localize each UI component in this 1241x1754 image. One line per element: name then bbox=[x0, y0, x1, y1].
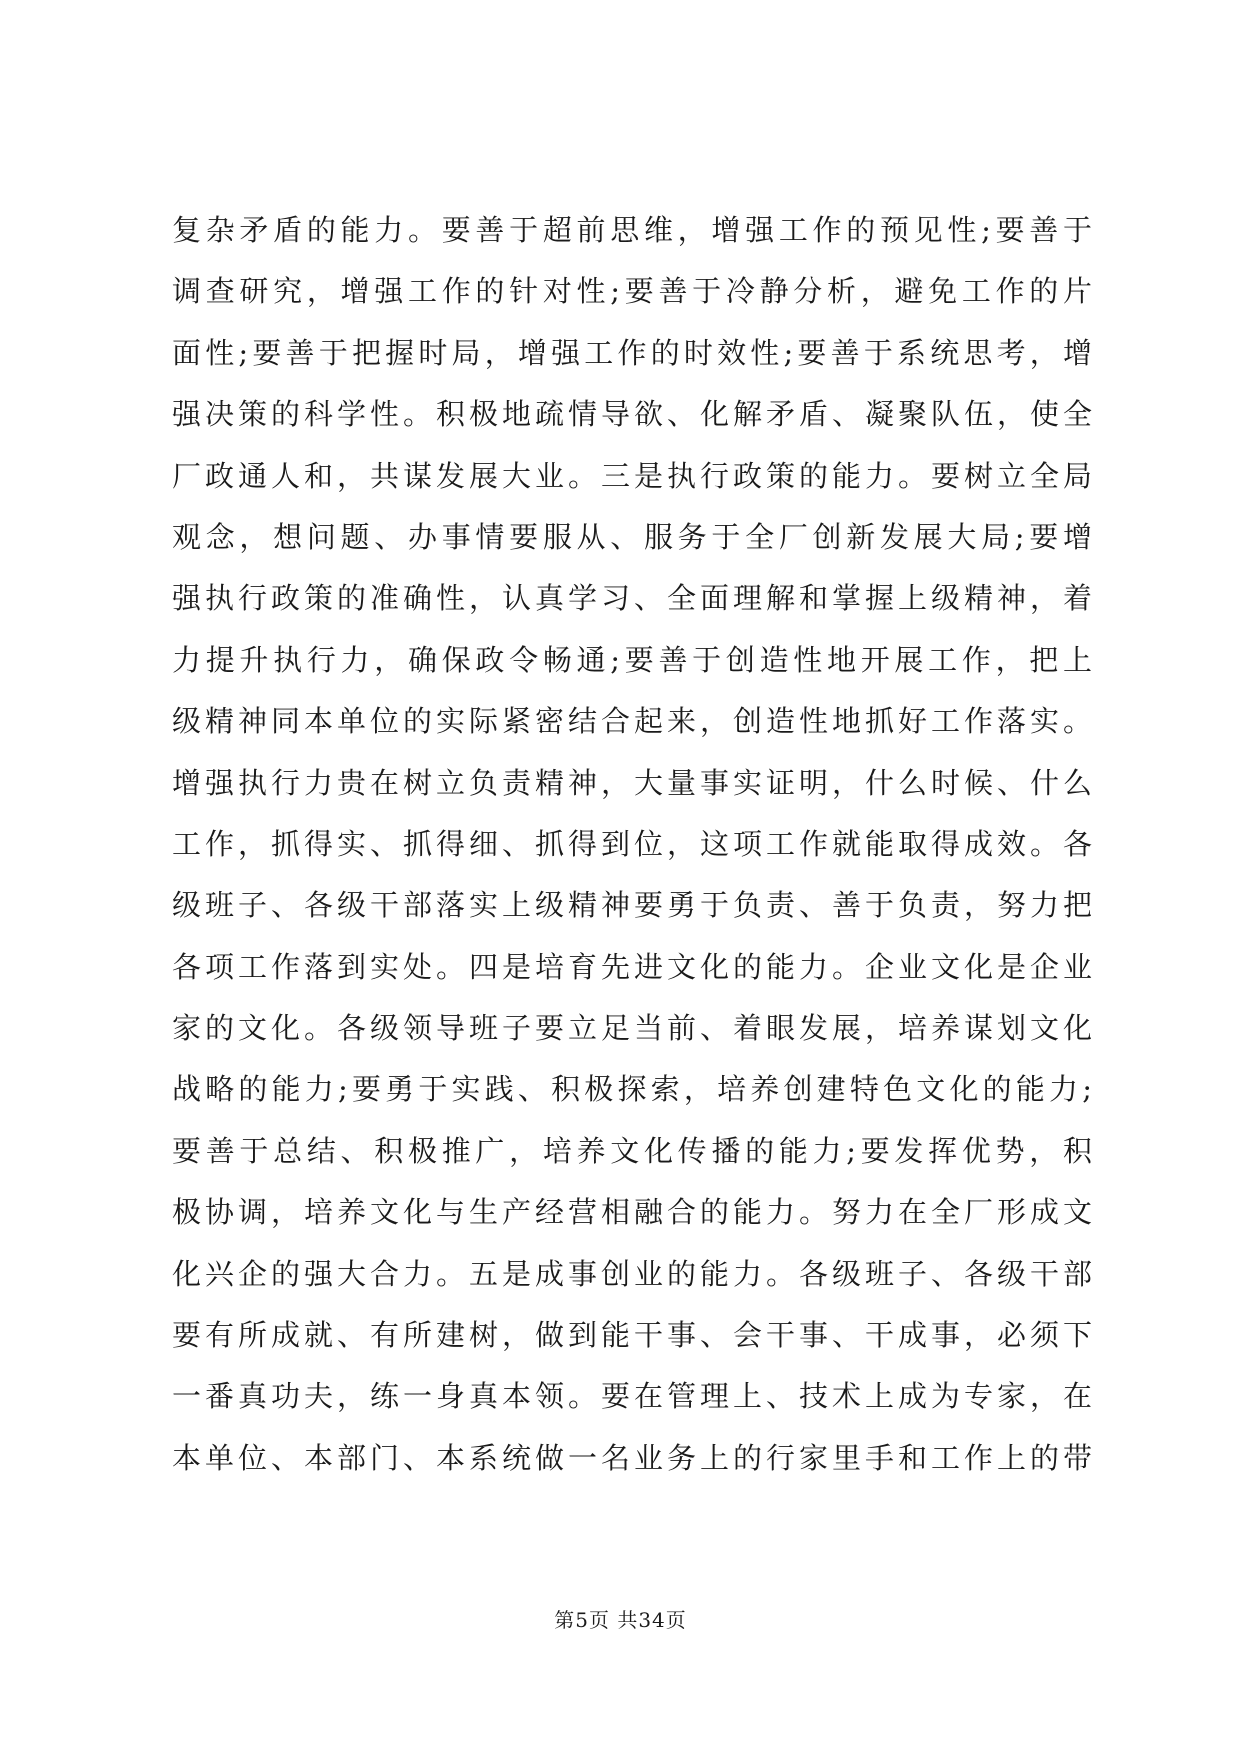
text-line: 观念，想问题、办事情要服从、服务于全厂创新发展大局;要增 bbox=[172, 519, 1092, 554]
text-line: 面性;要善于把握时局，增强工作的时效性;要善于系统思考，增 bbox=[172, 335, 1092, 370]
text-line: 战略的能力;要勇于实践、积极探索，培养创建特色文化的能力; bbox=[172, 1072, 1092, 1107]
text-line: 本单位、本部门、本系统做一名业务上的行家里手和工作上的带 bbox=[172, 1440, 1092, 1475]
text-line: 级班子、各级干部落实上级精神要勇于负责、善于负责，努力把 bbox=[172, 888, 1092, 923]
text-line: 各项工作落到实处。四是培育先进文化的能力。企业文化是企业 bbox=[172, 949, 1092, 984]
text-line: 要有所成就、有所建树，做到能干事、会干事、干成事，必须下 bbox=[172, 1318, 1092, 1353]
text-line: 要善于总结、积极推广，培养文化传播的能力;要发挥优势，积 bbox=[172, 1133, 1092, 1168]
text-line: 家的文化。各级领导班子要立足当前、着眼发展，培养谋划文化 bbox=[172, 1011, 1092, 1046]
text-line: 强执行政策的准确性，认真学习、全面理解和掌握上级精神，着 bbox=[172, 581, 1092, 616]
text-line: 极协调，培养文化与生产经营相融合的能力。努力在全厂形成文 bbox=[172, 1195, 1092, 1230]
text-line: 复杂矛盾的能力。要善于超前思维，增强工作的预见性;要善于 bbox=[172, 213, 1092, 247]
text-line: 级精神同本单位的实际紧密结合起来，创造性地抓好工作落实。 bbox=[172, 704, 1092, 739]
text-line: 调查研究，增强工作的针对性;要善于冷静分析，避免工作的片 bbox=[172, 274, 1092, 309]
body-text bbox=[172, 200, 1092, 1489]
page-footer: 第5页 共34页 bbox=[554, 1608, 687, 1632]
text-line: 增强执行力贵在树立负责精神，大量事实证明，什么时候、什么 bbox=[172, 765, 1092, 800]
text-line: 厂政通人和，共谋发展大业。三是执行政策的能力。要树立全局 bbox=[172, 458, 1092, 493]
text-line: 力提升执行力，确保政令畅通;要善于创造性地开展工作，把上 bbox=[172, 642, 1092, 677]
text-line: 强决策的科学性。积极地疏情导欲、化解矛盾、凝聚队伍，使全 bbox=[172, 397, 1092, 432]
text-line: 一番真功夫，练一身真本领。要在管理上、技术上成为专家，在 bbox=[172, 1379, 1092, 1414]
text-line: 工作，抓得实、抓得细、抓得到位，这项工作就能取得成效。各 bbox=[172, 826, 1092, 861]
text-line: 化兴企的强大合力。五是成事创业的能力。各级班子、各级干部 bbox=[172, 1256, 1092, 1291]
